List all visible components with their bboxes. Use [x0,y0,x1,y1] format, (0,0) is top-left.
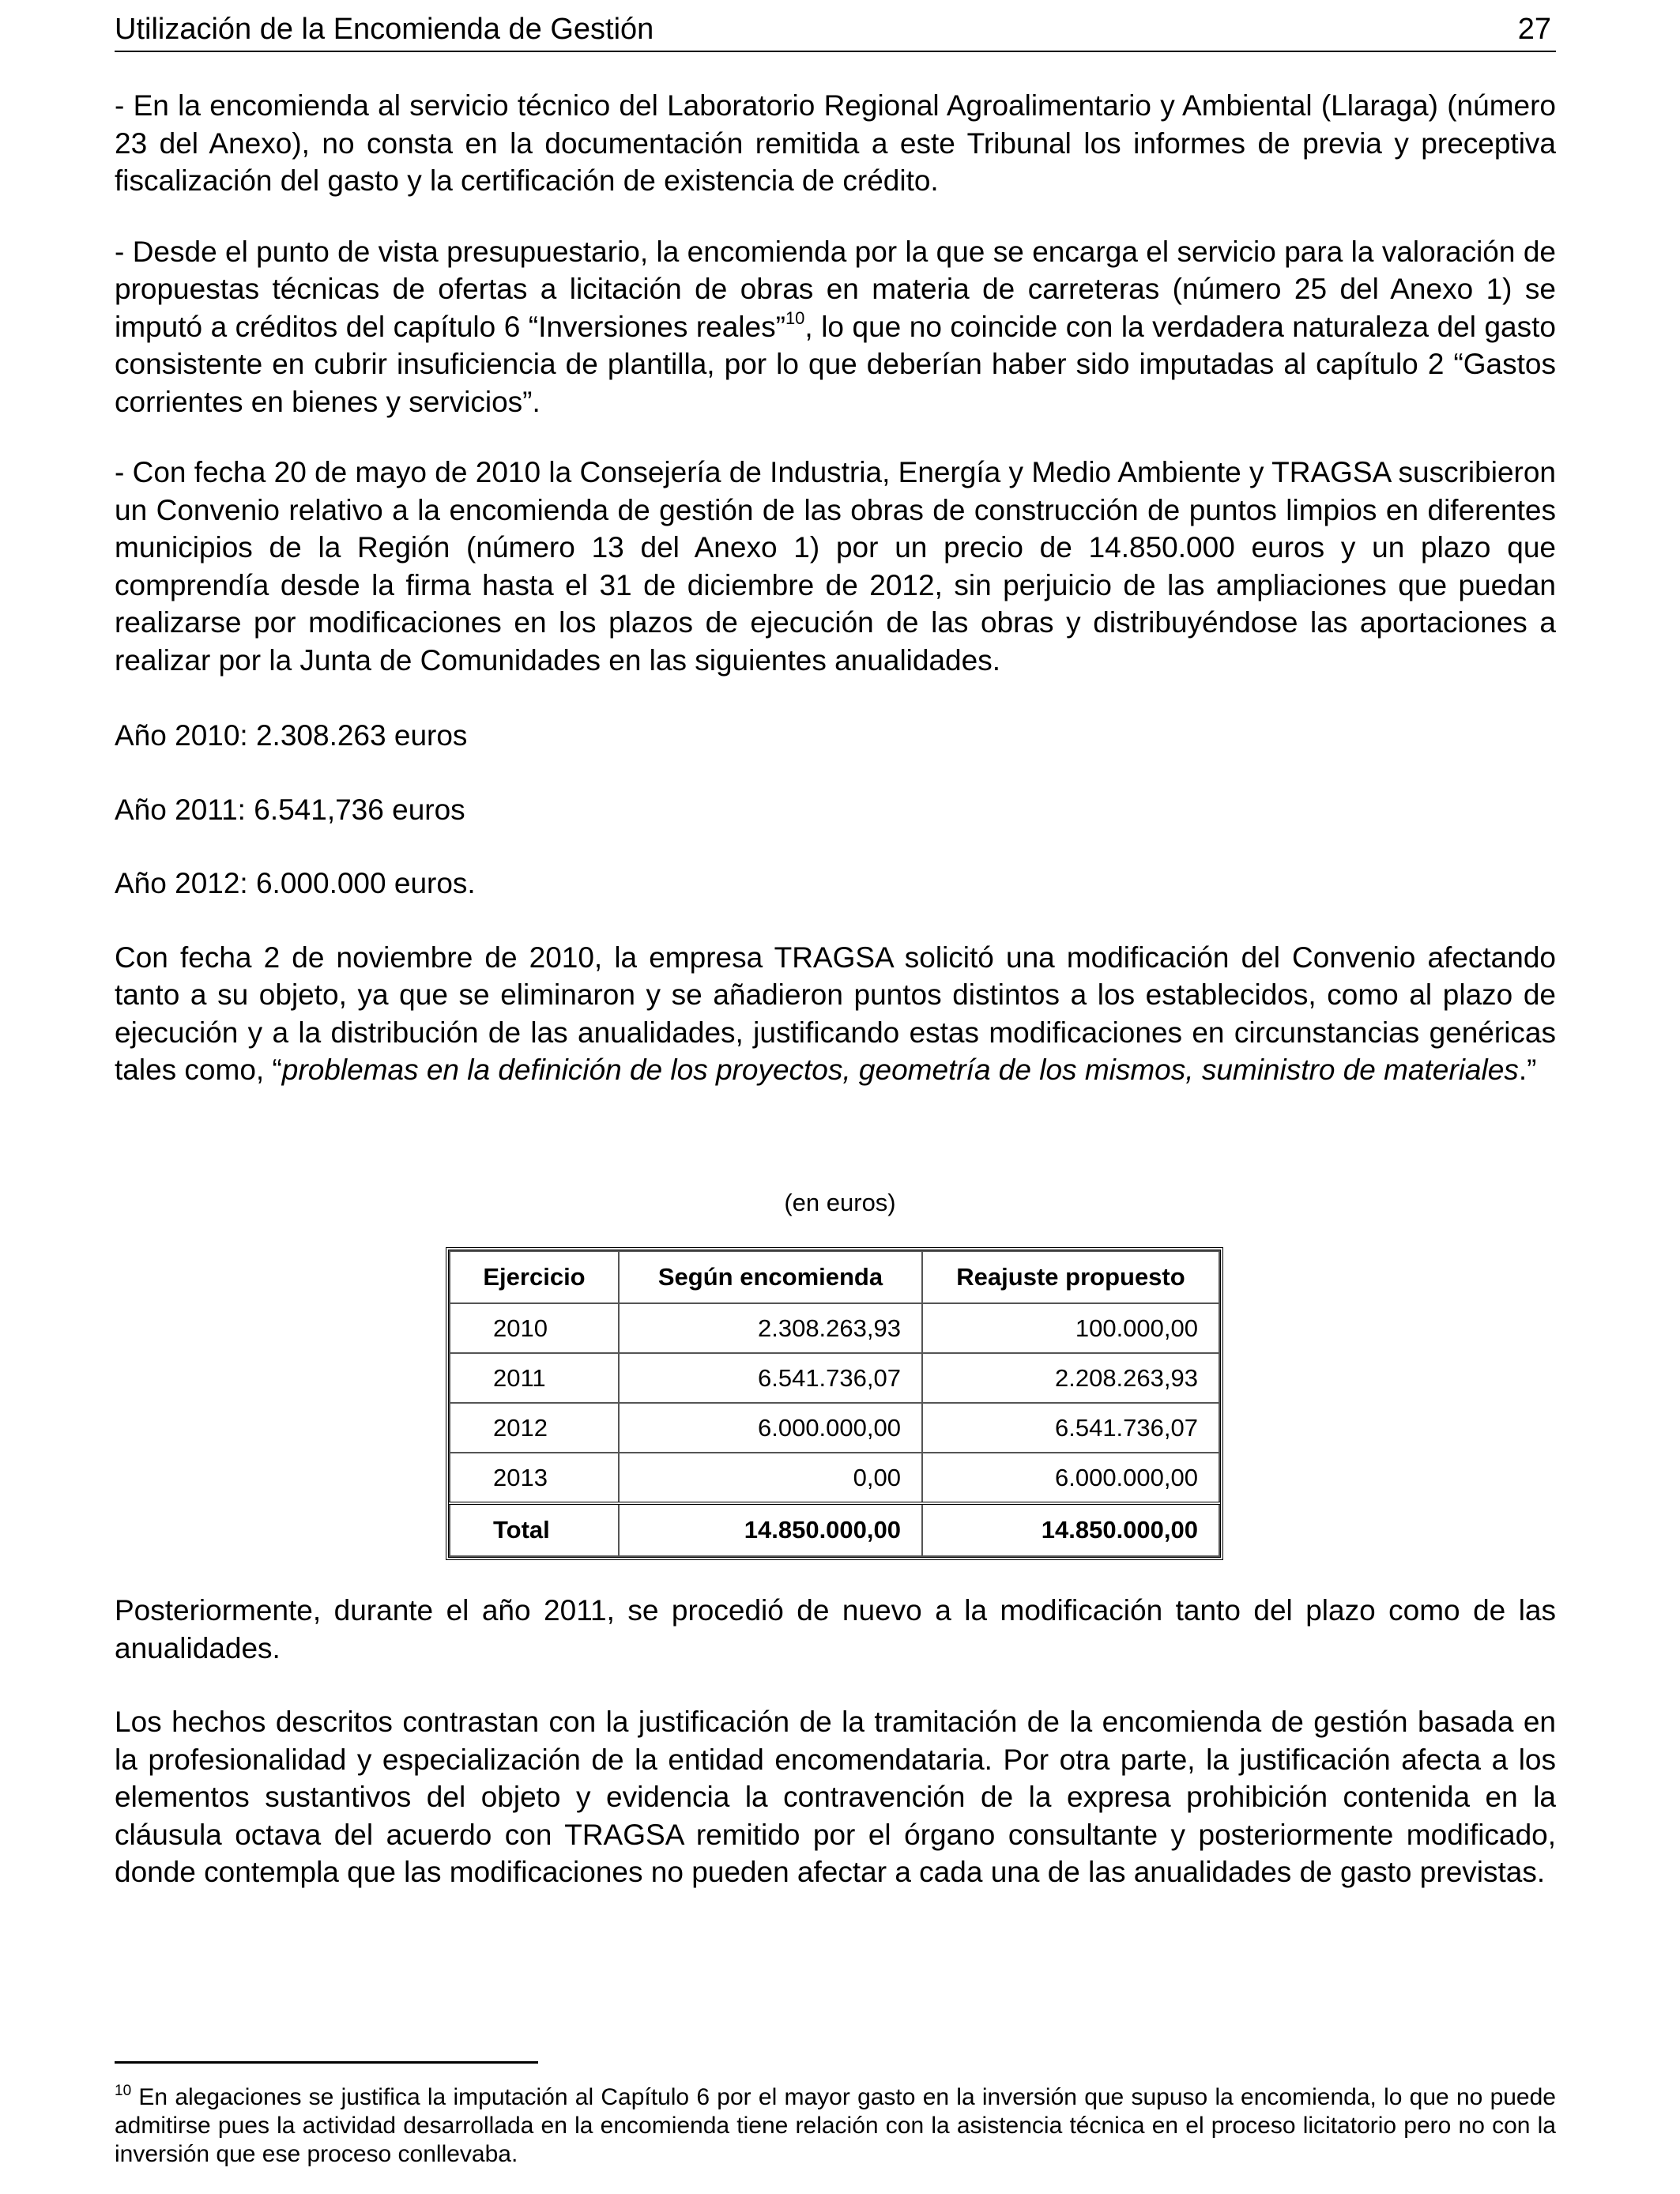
header-segun-encomienda: Según encomienda [619,1251,922,1303]
page-number: 27 [1517,13,1551,46]
paragraph-presupuestario-text-end: , lo que no coincide con la verdadera naturaleza del gasto consistente en cubrir insuficiencia de plantilla, por lo que deberían haber sido imputadas al capítulo 2 “Gastos corrientes en bienes y servicios”. [115,310,1556,418]
footnote-number: 10 [115,2083,132,2099]
cell-total-reajuste: 14.850.000,00 [922,1503,1219,1556]
paragraph-posteriormente: Posteriormente, durante el año 2011, se procedió de nuevo a la modificación tanto del plazo como de las anualidades. [115,1594,1556,1664]
footnote-separator [115,2061,538,2064]
cell-segun: 2.308.263,93 [619,1303,922,1353]
cell-year: 2011 [450,1353,619,1403]
table-row [450,1303,1219,1353]
cell-segun: 6.000.000,00 [619,1403,922,1453]
table-caption: (en euros) [784,1189,896,1216]
paragraph-modificacion-end: .” [1518,1054,1537,1086]
cell-year: 2013 [450,1453,619,1503]
body-text-after-table [115,1592,1556,1928]
footnote [115,2083,1556,2169]
page-header [115,9,1556,52]
table-total-row [450,1503,1219,1556]
annuity-2012: Año 2012: 6.000.000 euros. [115,867,476,899]
annuity-2011: Año 2011: 6.541,736 euros [115,793,465,826]
cell-year: 2012 [450,1403,619,1453]
cell-total-segun: 14.850.000,00 [619,1503,922,1556]
table-row [450,1403,1219,1453]
annuity-2010: Año 2010: 2.308.263 euros [115,719,468,752]
table-header-row [450,1251,1219,1303]
quoted-justification: problemas en la definición de los proyectos, geometría de los mismos, suministro de materiales [281,1054,1519,1086]
header-reajuste-propuesto: Reajuste propuesto [922,1251,1219,1303]
paragraph-convenio: - Con fecha 20 de mayo de 2010 la Consejería de Industria, Energía y Medio Ambiente y TRAGSA suscribieron un Convenio relativo a la encomienda de gestión de las obras de construcción de puntos limpios en diferentes municipios de la Región (número 13 del Anexo 1) por un precio de 14.850.000 euros y un plazo que comprendía desde la firma hasta el 31 de diciembre de 2012, sin perjuicio de las ampliaciones que puedan realizarse por modificaciones en los plazos de ejecución de las obras y distribuyéndose las aportaciones a realizar por la Junta de Comunidades en las siguientes anualidades. [115,456,1556,677]
paragraph-modificacion-text: Con fecha 2 de noviembre de 2010, la empresa TRAGSA solicitó una modificación del Convenio afectando tanto a su objeto, ya que se eliminaron y se añadieron puntos distintos a los establecidos, como al plazo de ejecución y a la distribución de las anualidades, justificando estas modificaciones en circunstancias genéricas tales como, “ [115,941,1556,1086]
footnote-text: En alegaciones se justifica la imputación al Capítulo 6 por el mayor gasto en la inversión que supuso la encomienda, lo que no puede admitirse pues la actividad desarrollada en la encomienda tiene relación con la asistencia técnica en el proceso licitatorio pero no con la inversión que ese proceso conllevaba. [115,2084,1556,2167]
paragraph-laboratorio: - En la encomienda al servicio técnico del Laboratorio Regional Agroalimentario y Ambiental (Llaraga) (número 23 del Anexo), no consta en la documentación remitida a este Tribunal los informes de previa y preceptiva fiscalización del gasto y la certificación de existencia de crédito. [115,89,1556,197]
paragraph-hechos: Los hechos descritos contrastan con la justificación de la tramitación de la encomienda de gestión basada en la profesionalidad y especialización de la entidad encomendataria. Por otra parte, la justificación afecta a los elementos sustantivos del objeto y evidencia la contravención de la expresa prohibición contenida en la cláusula octava del acuerdo con TRAGSA remitido por el órgano consultante y posteriormente modificado, donde contempla que las modificaciones no pueden afectar a cada una de las anualidades de gasto previstas. [115,1706,1556,1888]
cell-segun: 0,00 [619,1453,922,1503]
cell-segun: 6.541.736,07 [619,1353,922,1403]
cell-reajuste: 6.000.000,00 [922,1453,1219,1503]
paragraph-modificacion [115,939,1556,1089]
body-text [115,87,1556,1122]
running-title: Utilización de la Encomienda de Gestión [115,13,654,46]
annuities-table [446,1247,1223,1560]
cell-reajuste: 100.000,00 [922,1303,1219,1353]
paragraph-presupuestario-text: - Desde el punto de vista presupuestario, la encomienda por la que se encarga el servicio para la valoración de propuestas técnicas de ofertas a licitación de obras en materia de carreteras (número 25 del Anexo 1) se imputó a créditos del capítulo 6 “Inversiones reales” [115,235,1556,343]
cell-reajuste: 6.541.736,07 [922,1403,1219,1453]
annuities-table-grid [449,1250,1220,1557]
cell-total-label: Total [450,1503,619,1556]
footnote-reference: 10 [785,307,805,328]
header-ejercicio: Ejercicio [450,1251,619,1303]
table-row [450,1453,1219,1503]
cell-year: 2010 [450,1303,619,1353]
cell-reajuste: 2.208.263,93 [922,1353,1219,1403]
paragraph-presupuestario [115,233,1556,421]
table-row [450,1353,1219,1403]
